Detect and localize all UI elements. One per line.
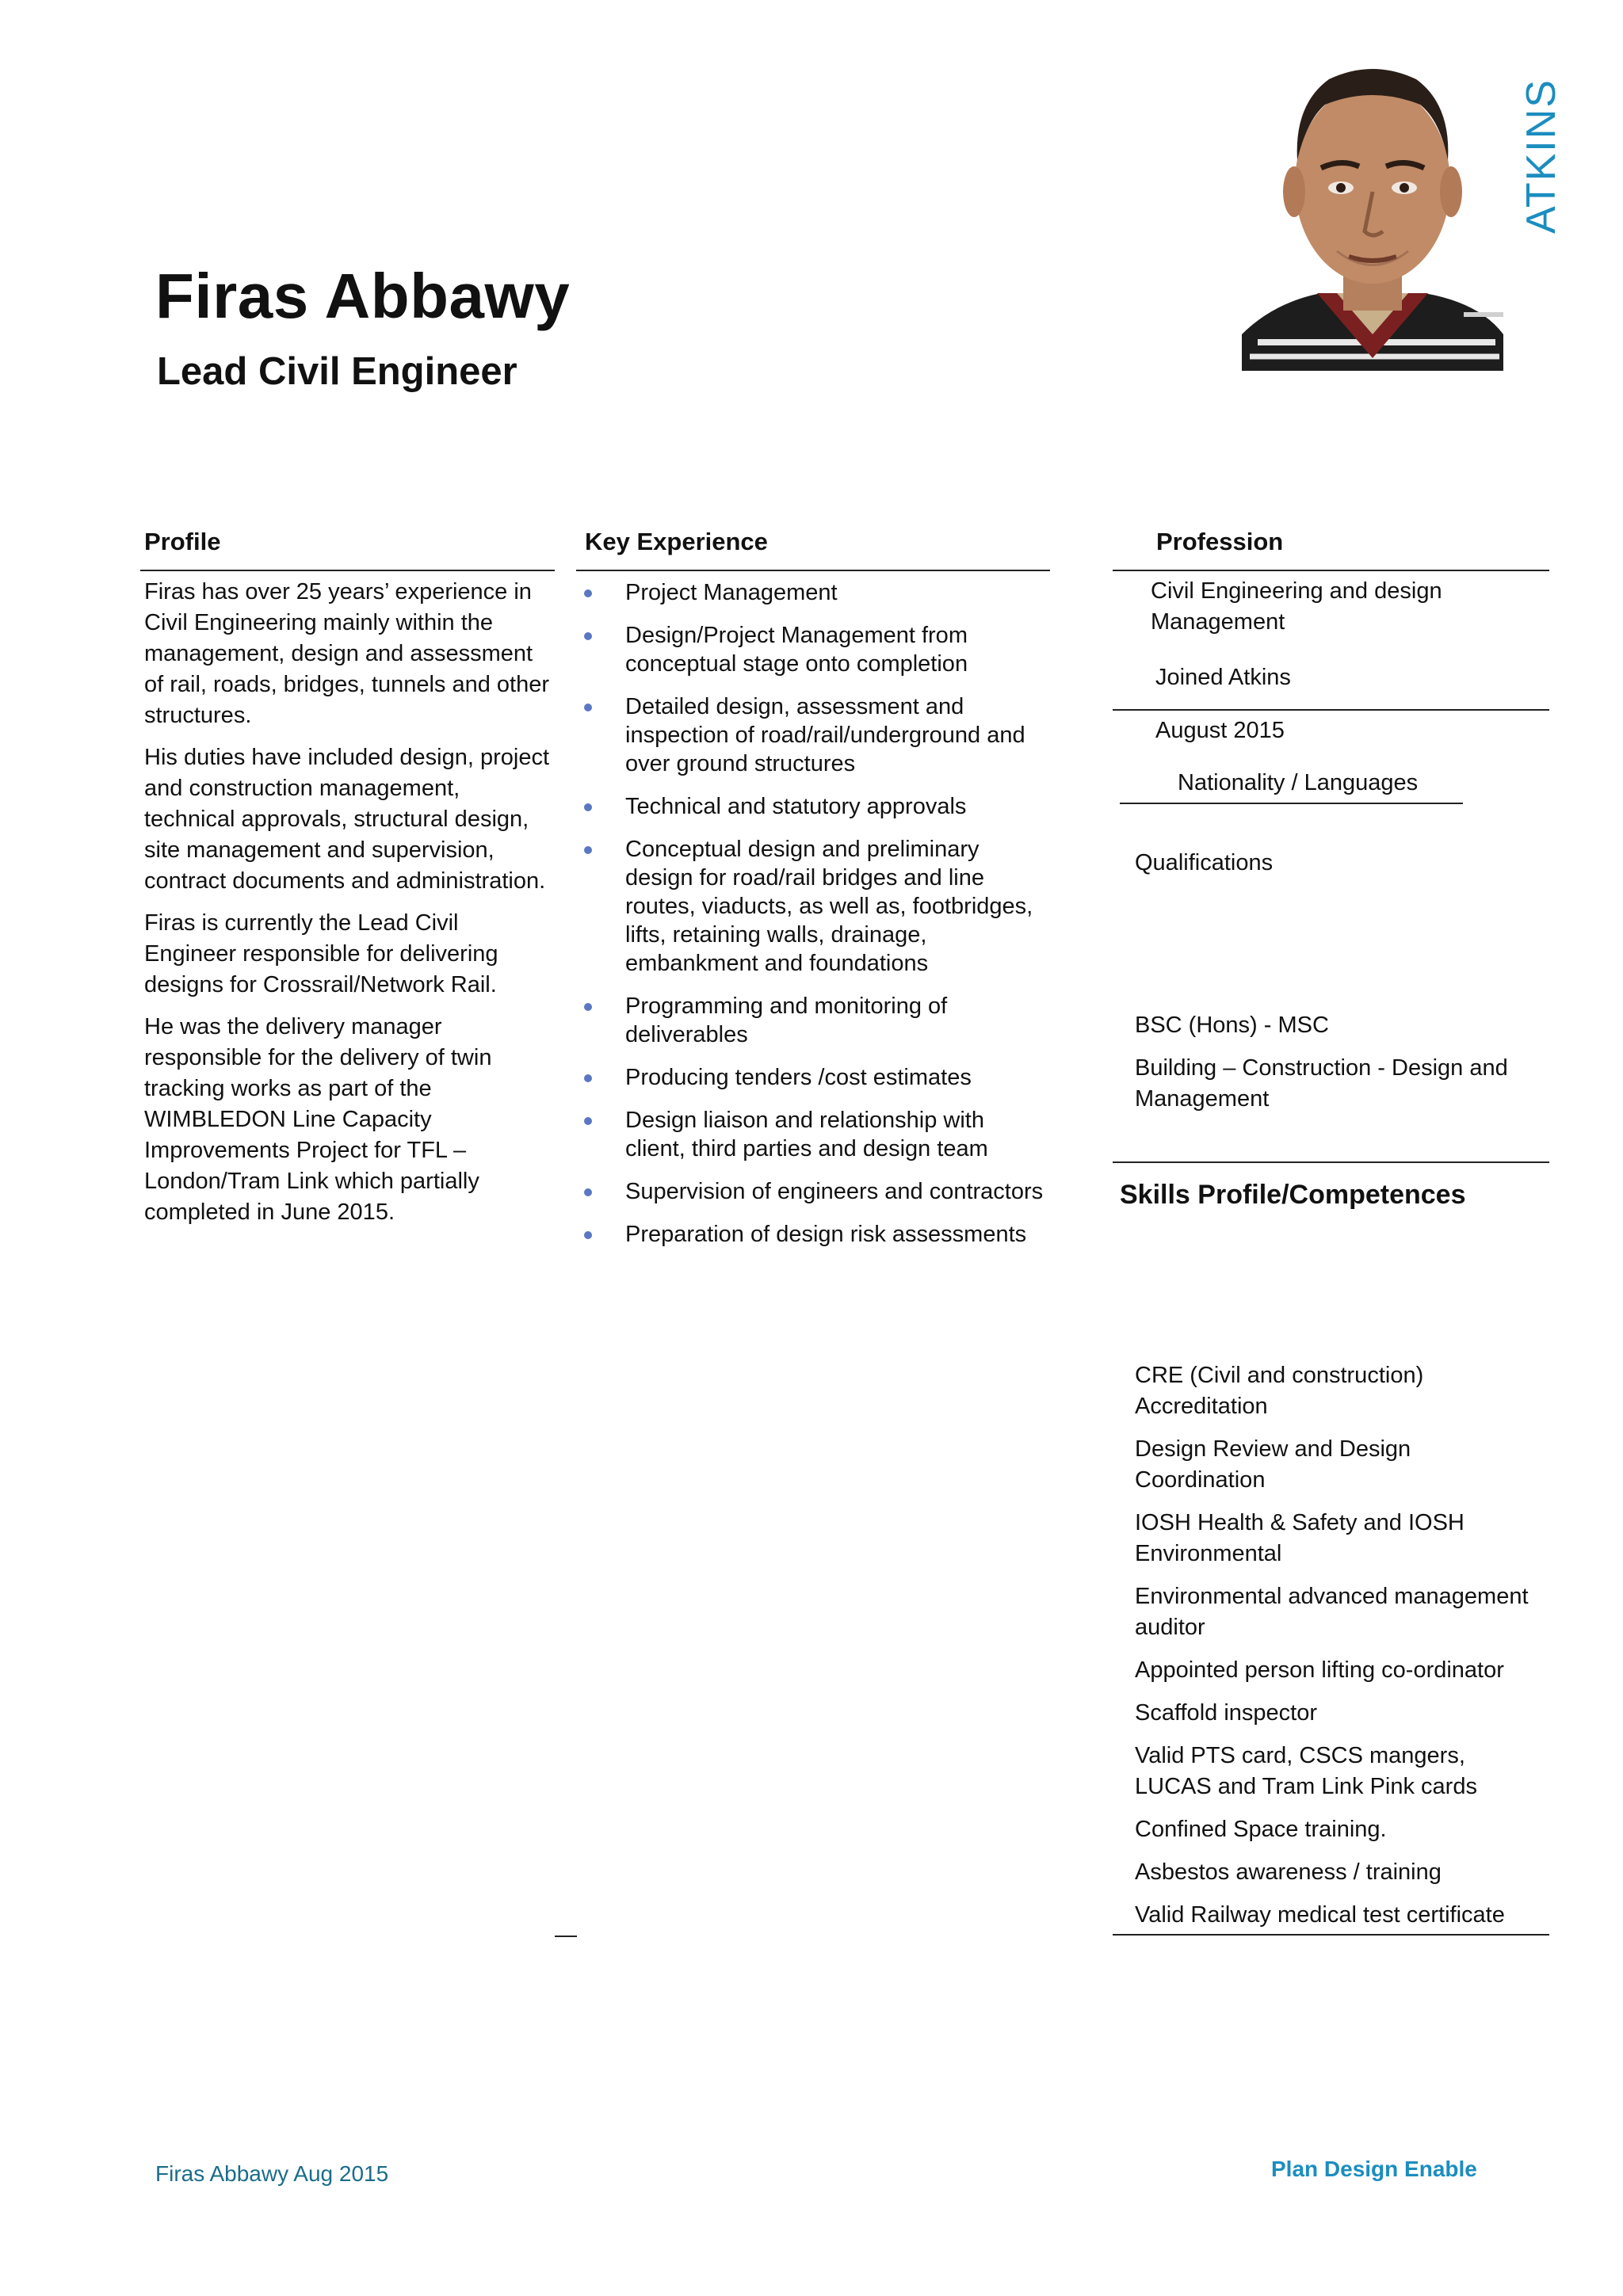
qualifications-list (1135, 1010, 1547, 1115)
bullet-icon (584, 846, 592, 854)
qualifications-label: Qualifications (1135, 850, 1274, 875)
profile-paragraph: Firas is currently the Lead Civil Engineer responsible for delivering designs for Crossrail/Network Rail. (144, 910, 498, 997)
skills-top-rule (1113, 1161, 1549, 1163)
nationality-rule (1120, 803, 1463, 804)
list-item: Confined Space training. (1135, 1817, 1387, 1842)
bullet-icon (584, 1231, 592, 1239)
footer-tagline: Plan Design Enable (1271, 2157, 1477, 2181)
key-experience-heading: Key Experience (585, 528, 768, 555)
list-item: Project Management (576, 578, 1044, 607)
list-item: Conceptual design and preliminary design for road/rail bridges and line routes, viaducts, as well as, footbridges, lifts, retaining walls, drainage, embankment and foundations (576, 835, 1044, 978)
list-item: Asbestos awareness / training (1135, 1859, 1442, 1885)
list-item: Technical and statutory approvals (576, 792, 1044, 821)
skills-heading: Skills Profile/Competences (1120, 1180, 1466, 1210)
profile-paragraph: He was the delivery manager responsible for the delivery of twin tracking works as part of the WIMBLEDON Line Capacity Improvements Project for TFL – London/Tram Link which partially completed in June 2015. (144, 1014, 492, 1225)
bullet-icon (584, 1188, 592, 1196)
bullet-icon (584, 803, 592, 811)
list-item: Programming and monitoring of deliverables (576, 992, 1044, 1049)
profile-heading: Profile (144, 528, 221, 555)
profession-heading: Profession (1156, 528, 1284, 555)
list-item: Valid Railway medical test certificate (1135, 1902, 1505, 1928)
portrait-photo (1242, 41, 1503, 371)
list-item: Detailed design, assessment and inspection of road/rail/underground and over ground structures (576, 692, 1044, 778)
list-item: Supervision of engineers and contractors (576, 1177, 1044, 1206)
skills-bottom-rule (1113, 1934, 1549, 1936)
small-dash (555, 1936, 577, 1937)
profile-paragraph: His duties have included design, project and construction management, technical approvals, structural design, site management and supervision, contract documents and administration. (144, 745, 550, 894)
joined-rule (1113, 709, 1549, 711)
joined-label: Joined Atkins (1155, 665, 1291, 690)
qualifications-list-container (1135, 1010, 1547, 1127)
list-item: Appointed person lifting co-ordinator (1135, 1657, 1504, 1683)
list-item: Producing tenders /cost estimates (576, 1063, 1044, 1092)
list-item: Design Review and Design Coordination (1135, 1436, 1411, 1493)
list-item: Environmental advanced management auditor (1135, 1584, 1529, 1640)
bullet-icon (584, 632, 592, 640)
key-experience-list-container (576, 578, 1044, 1263)
job-title: Lead Civil Engineer (157, 350, 517, 393)
bullet-icon (584, 1003, 592, 1011)
list-item: Design/Project Management from conceptual stage onto completion (576, 621, 1044, 678)
bullet-icon (584, 1074, 592, 1082)
list-item: BSC (Hons) - MSC (1135, 1013, 1329, 1038)
profile-body (144, 577, 556, 1239)
list-item: Preparation of design risk assessments (576, 1220, 1044, 1249)
logo-text: ATKINS (1518, 78, 1564, 234)
key-experience-list (576, 578, 1044, 1249)
bullet-icon (584, 589, 592, 597)
list-item: IOSH Health & Safety and IOSH Environmental (1135, 1510, 1465, 1566)
profession-value: Civil Engineering and design Management (1151, 578, 1442, 635)
person-name: Firas Abbawy (155, 261, 571, 331)
profession-rule (1113, 570, 1549, 571)
list-item: Building – Construction - Design and Management (1135, 1055, 1508, 1112)
joined-value: August 2015 (1155, 718, 1285, 743)
list-item: Design liaison and relationship with client, third parties and design team (576, 1106, 1044, 1163)
key-experience-rule (576, 570, 1050, 571)
bullet-icon (584, 1117, 592, 1125)
list-item: CRE (Civil and construction) Accreditation (1135, 1363, 1424, 1419)
nationality-label: Nationality / Languages (1178, 770, 1419, 795)
footer-author-date: Firas Abbawy Aug 2015 (155, 2161, 389, 2186)
skills-list-container (1135, 1360, 1547, 1943)
profile-paragraph: Firas has over 25 years’ experience in Civil Engineering mainly within the management, design and assessment of rail, roads, bridges, tunnels and other structures. (144, 579, 550, 728)
atkins-logo (1514, 71, 1569, 234)
skills-list (1135, 1360, 1547, 1931)
bullet-icon (584, 704, 592, 711)
profile-rule (140, 570, 555, 571)
list-item: Scaffold inspector (1135, 1700, 1317, 1726)
list-item: Valid PTS card, CSCS mangers, LUCAS and Tram Link Pink cards (1135, 1743, 1477, 1799)
